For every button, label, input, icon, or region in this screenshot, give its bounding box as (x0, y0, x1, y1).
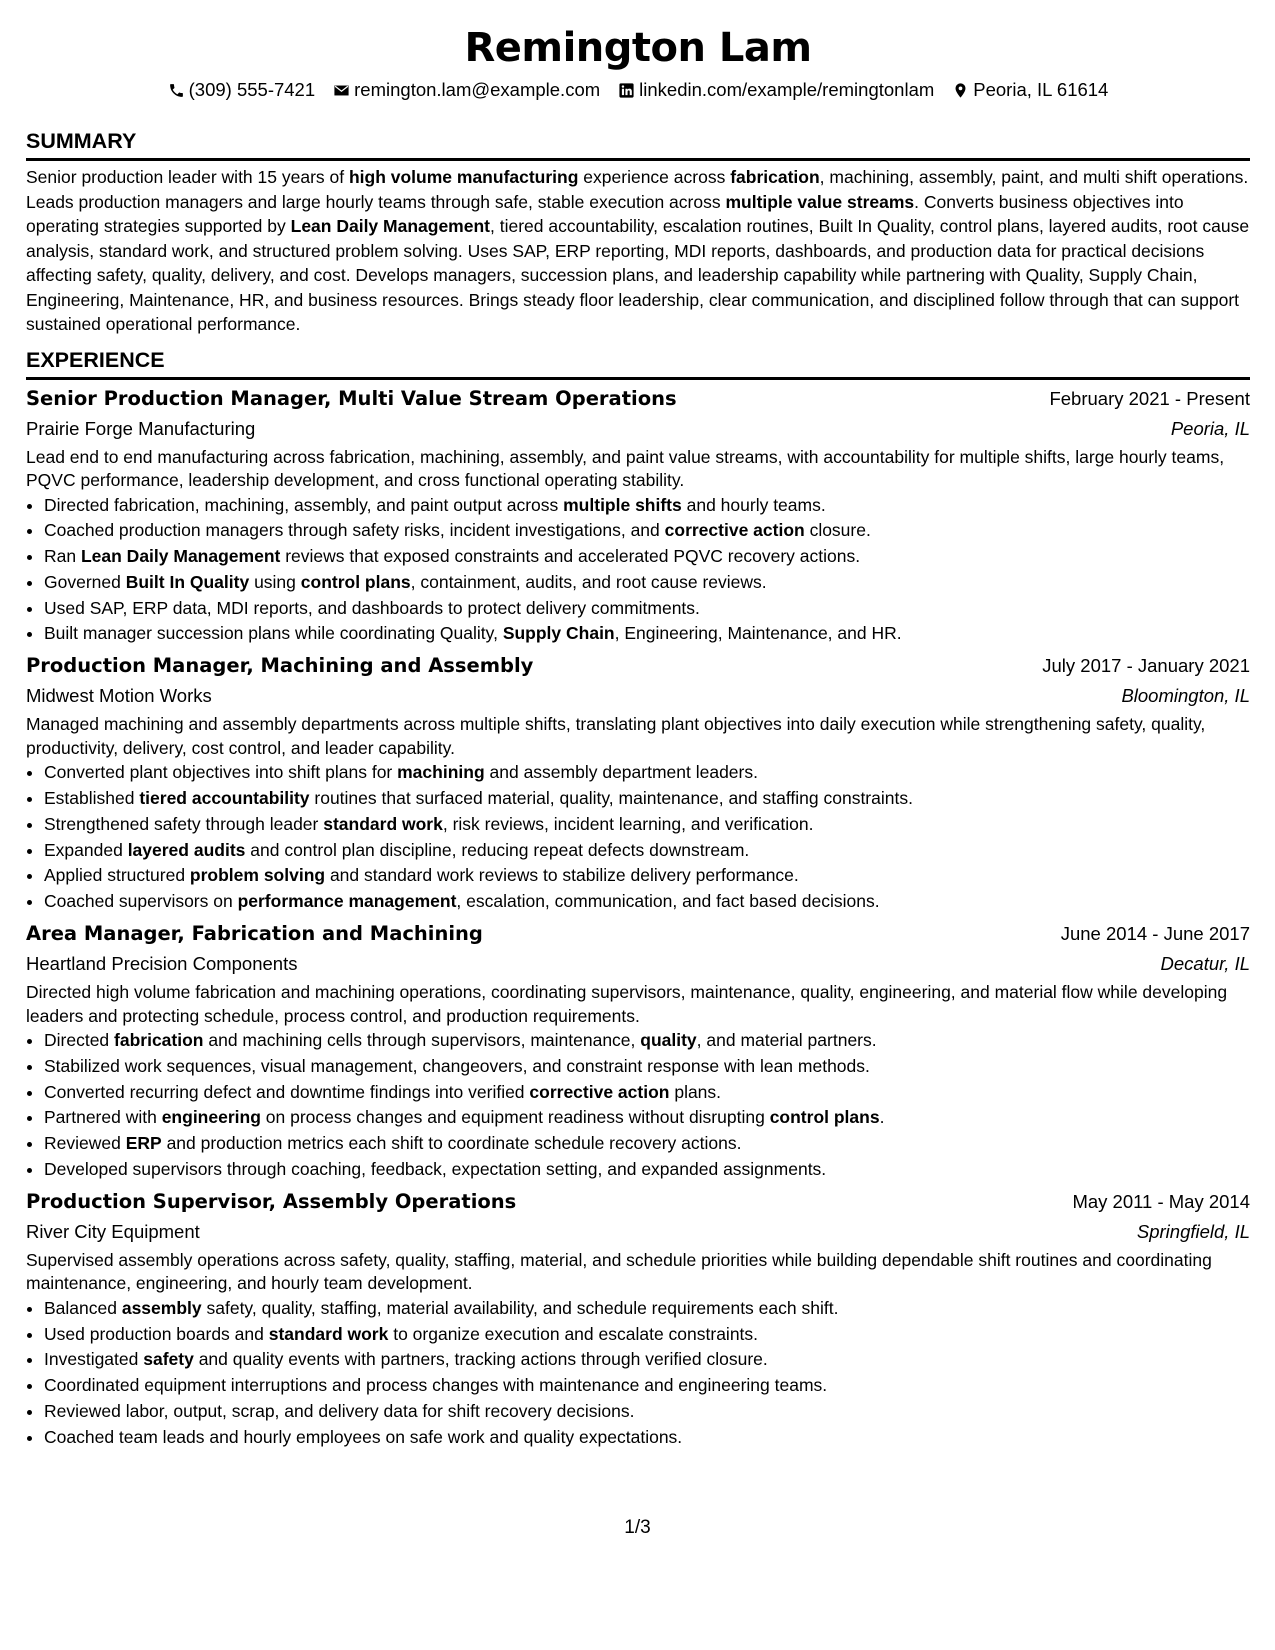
job-dates: May 2011 - May 2014 (1072, 1190, 1250, 1212)
job-location: Peoria, IL (1170, 417, 1250, 439)
bold-keyword: multiple value streams (725, 191, 915, 212)
bold-keyword: problem solving (189, 865, 326, 886)
bullet-item (44, 1054, 1250, 1080)
bold-keyword: assembly (121, 1297, 202, 1318)
text-run: Directed (44, 1030, 115, 1051)
experience-heading: EXPERIENCE (26, 347, 1250, 380)
company-name: Midwest Motion Works (26, 685, 212, 707)
linkedin-icon (618, 82, 635, 99)
bullet-item (44, 1131, 1250, 1157)
contact-phone[interactable] (168, 78, 316, 102)
bullet-item (44, 1296, 1250, 1322)
bullet-item (44, 493, 1250, 519)
text-run: Governed (44, 571, 126, 592)
job-bullets (26, 760, 1250, 915)
job-location: Springfield, IL (1136, 1220, 1250, 1242)
text-run: Investigated (44, 1349, 144, 1370)
bold-keyword: corrective action (664, 520, 805, 541)
text-run: Applied structured (44, 865, 190, 886)
bold-keyword: engineering (161, 1107, 261, 1128)
text-run: Strengthened safety through leader (44, 813, 324, 834)
text-run: Used SAP, ERP data, MDI reports, and dashboards to protect delivery commitments. (44, 597, 700, 618)
text-run: , Engineering, Maintenance, and HR. (614, 623, 902, 644)
text-run: Coordinated equipment interruptions and process changes with maintenance and engineering teams. (44, 1375, 828, 1396)
text-run: Coached supervisors on (44, 891, 238, 912)
bullet-item (44, 1080, 1250, 1106)
text-run: Ran (44, 546, 81, 567)
resume-page (26, 0, 1250, 1451)
job-location: Bloomington, IL (1121, 685, 1250, 707)
job-title: Senior Production Manager, Multi Value Stream Operations (26, 386, 677, 410)
text-run: experience across (578, 167, 731, 187)
text-run: , containment, audits, and root cause reviews. (410, 571, 767, 592)
bullet-item (44, 1347, 1250, 1373)
text-run: . (879, 1107, 885, 1128)
bold-keyword: corrective action (529, 1081, 670, 1102)
text-run: Converted plant objectives into shift plans for (44, 762, 398, 783)
job-location: Decatur, IL (1160, 953, 1250, 975)
bullet-item (44, 1028, 1250, 1054)
phone-icon (168, 82, 185, 99)
job-bullets (26, 1028, 1250, 1183)
text-run: , and material partners. (696, 1030, 877, 1051)
text-run: Developed supervisors through coaching, feedback, expectation setting, and expanded assignments. (44, 1159, 827, 1180)
bold-keyword: standard work (323, 813, 443, 834)
bullet-item (44, 863, 1250, 889)
text-run: safety, quality, staffing, material availability, and schedule requirements each shift. (201, 1297, 839, 1318)
bold-keyword: quality (640, 1030, 697, 1051)
text-run: Directed fabrication, machining, assembly, and paint output across (44, 494, 564, 515)
text-run: and quality events with partners, tracking actions through verified closure. (193, 1349, 768, 1370)
job-description: Directed high volume fabrication and machining operations, coordinating supervisors, maintenance, quality, engineering, and material flow while developing leaders and protecting schedule, process control, and production requirements. (26, 982, 1228, 1026)
text-run: Senior production leader with 15 years of (26, 167, 349, 187)
phone-text: (309) 555-7421 (188, 79, 316, 100)
job-entry (26, 919, 1250, 1183)
text-run: Partnered with (44, 1107, 162, 1128)
text-run: routines that surfaced material, quality, maintenance, and staffing constraints. (309, 788, 913, 809)
company-name: Prairie Forge Manufacturing (26, 417, 256, 439)
contact-linkedin[interactable] (618, 78, 934, 102)
bullet-item (44, 518, 1250, 544)
summary-heading: SUMMARY (26, 128, 1250, 161)
text-run: and standard work reviews to stabilize delivery performance. (325, 865, 799, 886)
page-indicator: 1/3 (624, 1517, 651, 1538)
company-name: Heartland Precision Components (26, 953, 298, 975)
linkedin-text: linkedin.com/example/remingtonlam (639, 79, 935, 100)
text-run: Coached production managers through safety risks, incident investigations, and (44, 520, 665, 541)
text-run: using (249, 571, 301, 592)
text-run: and control plan discipline, reducing repeat defects downstream. (245, 839, 750, 860)
email-text: remington.lam@example.com (354, 79, 601, 100)
contact-bar (26, 78, 1250, 102)
text-run: on process changes and equipment readiness without disrupting (260, 1107, 770, 1128)
location-text: Peoria, IL 61614 (973, 79, 1109, 100)
bullet-item (44, 1399, 1250, 1425)
text-run: Built manager succession plans while coordinating Quality, (44, 623, 503, 644)
text-run: plans. (669, 1081, 722, 1102)
text-run: Reviewed (44, 1133, 126, 1154)
bullet-item (44, 1425, 1250, 1451)
text-run: , machining, assembly, paint, and multi shift operations. Leads production managers and large hourly teams through safe, stable execution across (26, 167, 1249, 212)
contact-email[interactable] (333, 78, 600, 102)
text-run: , risk reviews, incident learning, and verification. (442, 813, 814, 834)
bold-keyword: performance management (237, 891, 457, 912)
summary-paragraph (26, 165, 1250, 337)
bullet-item (44, 1373, 1250, 1399)
bold-keyword: machining (397, 762, 485, 783)
bold-keyword: control plans (769, 1107, 880, 1128)
job-title: Production Manager, Machining and Assembly (26, 654, 534, 678)
bullet-item (44, 760, 1250, 786)
envelope-icon (333, 82, 350, 99)
text-run: Used production boards and (44, 1323, 269, 1344)
job-entry (26, 384, 1250, 648)
text-run: , escalation, communication, and fact based decisions. (456, 891, 880, 912)
text-run: Expanded (44, 839, 128, 860)
bold-keyword: fabrication (114, 1030, 204, 1051)
text-run: Converted recurring defect and downtime findings into verified (44, 1081, 530, 1102)
bullet-item (44, 812, 1250, 838)
bullet-item (44, 544, 1250, 570)
bold-keyword: layered audits (127, 839, 246, 860)
text-run: and production metrics each shift to coordinate schedule recovery actions. (161, 1133, 742, 1154)
job-description: Supervised assembly operations across safety, quality, staffing, material, and schedule priorities while building dependable shift routines and coordinating maintenance, engineering, and hourly team development. (26, 1249, 1212, 1294)
text-run: reviews that exposed constraints and accelerated PQVC recovery actions. (280, 546, 861, 567)
job-title: Area Manager, Fabrication and Machining (26, 922, 483, 946)
company-name: River City Equipment (26, 1220, 200, 1242)
text-run: and machining cells through supervisors, maintenance, (203, 1030, 641, 1051)
job-dates: June 2014 - June 2017 (1060, 923, 1250, 945)
bullet-item (44, 570, 1250, 596)
bullet-item (44, 596, 1250, 622)
text-run: closure. (804, 520, 871, 541)
job-bullets (26, 1296, 1250, 1451)
bold-keyword: standard work (268, 1323, 389, 1344)
bold-keyword: Lean Daily Management (290, 216, 490, 236)
contact-location (952, 78, 1108, 102)
job-dates: July 2017 - January 2021 (1042, 655, 1250, 677)
text-run: Reviewed labor, output, scrap, and delivery data for shift recovery decisions. (44, 1401, 635, 1422)
text-run: Coached team leads and hourly employees on safe work and quality expectations. (44, 1426, 683, 1447)
bullet-item (44, 838, 1250, 864)
bold-keyword: safety (143, 1349, 194, 1370)
text-run: to organize execution and escalate constraints. (388, 1323, 759, 1344)
bold-keyword: multiple shifts (563, 494, 682, 515)
bold-keyword: Supply Chain (502, 623, 615, 644)
text-run: Stabilized work sequences, visual management, changeovers, and constraint response with lean methods. (44, 1055, 870, 1076)
bullet-item (44, 1157, 1250, 1183)
experience-list (26, 384, 1250, 1451)
text-run: Established (44, 788, 140, 809)
text-run: Balanced (44, 1297, 122, 1318)
bold-keyword: ERP (125, 1133, 162, 1154)
bold-keyword: Built In Quality (125, 571, 250, 592)
bullet-item (44, 1105, 1250, 1131)
map-pin-icon (952, 82, 969, 99)
job-title: Production Supervisor, Assembly Operations (26, 1189, 517, 1213)
job-bullets (26, 493, 1250, 648)
bold-keyword: Lean Daily Management (80, 546, 281, 567)
job-entry (26, 1187, 1250, 1451)
job-description: Lead end to end manufacturing across fabrication, machining, assembly, and paint value streams, with accountability for multiple shifts, large hourly teams, PQVC performance, leadership development, and cross functional operating stability. (26, 446, 1225, 490)
bullet-item (44, 1322, 1250, 1348)
bold-keyword: control plans (300, 571, 411, 592)
job-description: Managed machining and assembly departments across multiple shifts, translating plant objectives into daily execution while strengthening safety, quality, productivity, delivery, cost control, and leader capability. (26, 714, 1206, 758)
bold-keyword: fabrication (730, 167, 820, 187)
text-run: . Converts business objectives into operating strategies supported by (26, 191, 1184, 236)
job-dates: February 2021 - Present (1049, 387, 1250, 409)
text-run: , tiered accountability, escalation routines, Built In Quality, control plans, layered audits, root cause analysis, standard work, and structured problem solving. Uses SAP, ERP reporting, MDI reports, dashboards, and production data for practical decisions affecting safety, quality, delivery, and cost. Develops managers, succession plans, and leadership capability while partnering with Quality, Supply Chain, Engineering, Maintenance, HR, and business resources. Brings steady floor leadership, clear communication, and disciplined follow through that can support sustained operational performance. (26, 216, 1250, 334)
text-run: and assembly department leaders. (484, 762, 758, 783)
bullet-item (44, 889, 1250, 915)
bold-keyword: high volume manufacturing (348, 167, 579, 187)
candidate-name: Remington Lam (464, 25, 812, 71)
bullet-item (44, 786, 1250, 812)
bold-keyword: tiered accountability (139, 788, 310, 809)
job-entry (26, 651, 1250, 915)
text-run: and hourly teams. (681, 494, 826, 515)
bullet-item (44, 621, 1250, 647)
